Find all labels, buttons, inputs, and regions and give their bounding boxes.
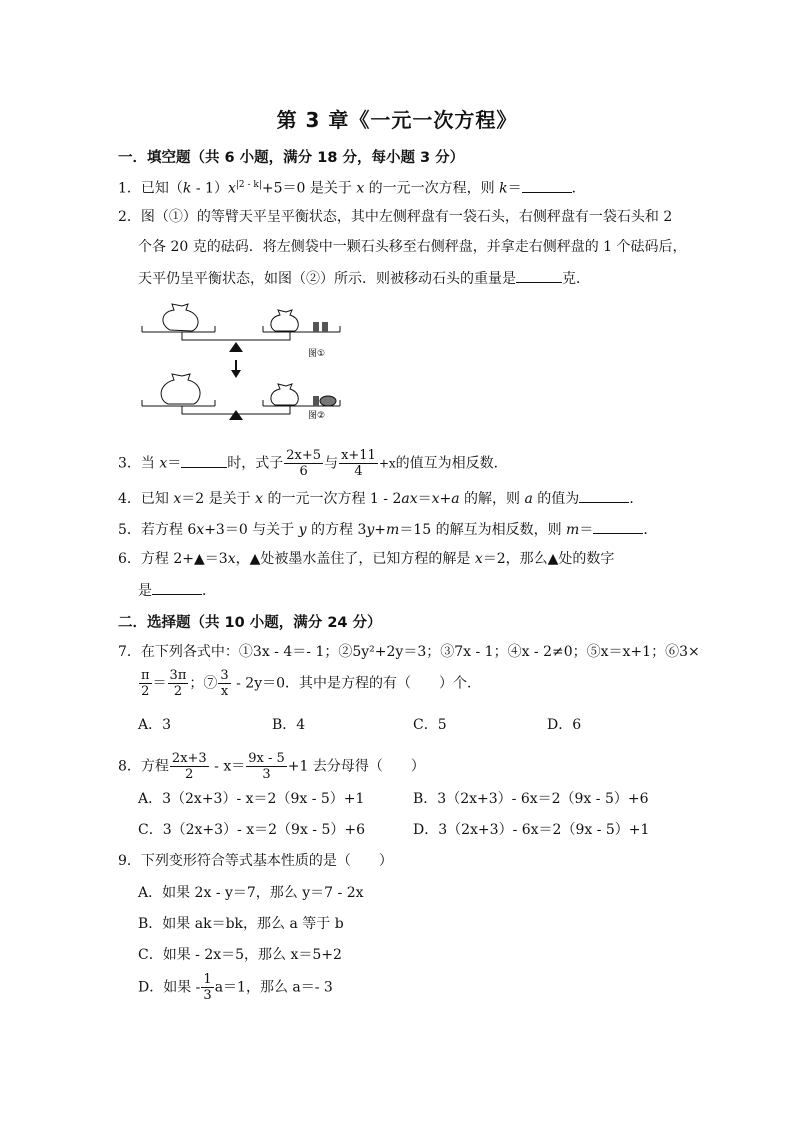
question-6-line-2: 是 ． — [138, 580, 216, 601]
fraction: $\frac{9x - 5}{3}$ — [248, 751, 285, 782]
fraction: $\frac{2x+5}{6}$ — [286, 448, 322, 479]
q7-option-d[interactable]: D．6 — [547, 717, 582, 733]
balance-figure-2 — [142, 374, 340, 420]
answer-blank[interactable] — [516, 268, 562, 283]
arrow-down-icon — [231, 370, 241, 378]
question-7-line-2: $\frac{\pi}{2}$ ＝ $\frac{3\pi}{2}$ ；⑦ $\frac{3}{x}$ - 2y＝0．其中是方程的有（ ）个． — [141, 668, 482, 699]
question-3: 3．当 x＝ 时，式子 $\frac{2x+5}{6}$ 与 $\frac{x+11}{4}$ +x的值互为相反数． — [118, 448, 508, 479]
weight-icon — [322, 322, 328, 332]
fraction: $\frac{2x+3}{2}$ — [171, 751, 207, 782]
question-9: 9．下列变形符合等式基本性质的是（ ） — [118, 853, 393, 869]
stone-bag-icon — [271, 310, 298, 331]
page-title: 第 3 章《一元一次方程》 — [276, 108, 518, 132]
balance-figure-1 — [142, 304, 340, 359]
answer-blank[interactable] — [522, 178, 572, 193]
fraction: $\frac{3\pi}{2}$ — [169, 668, 187, 699]
question-6-line-1: 6．方程 2+▲＝3x，▲处被墨水盖住了，已知方程的解是 x＝2，那么▲处的数字 — [118, 551, 615, 567]
question-8: 8．方程 $\frac{2x+3}{2}$ - x＝ $\frac{9x - 5}{3}$ +1 去分母得（ ） — [118, 751, 425, 782]
answer-blank[interactable] — [181, 453, 227, 468]
question-2-line-2: 个各 20 克的砝码．将左侧袋中一颗石头移至右侧秤盘，并拿走右侧秤盘的 1 个砝码后， — [138, 239, 687, 255]
q8-option-a[interactable]: A．3（2x+3）- x＝2（9x - 5）+1 — [138, 791, 365, 807]
figure-2-label: 图② — [308, 411, 326, 420]
q7-option-c[interactable]: C．5 — [413, 717, 447, 733]
balance-scale-figure — [130, 300, 360, 420]
q9-option-b[interactable]: B．如果 ak＝bk，那么 a 等于 b — [138, 916, 344, 932]
question-4: 4．已知 x＝2 是关于 x 的一元一次方程 1 - 2ax＝x+a 的解，则 a 的值为 ． — [118, 488, 643, 509]
q8-option-d[interactable]: D．3（2x+3）- 6x＝2（9x - 5）+1 — [413, 822, 650, 838]
question-2-line-1: 2．图（①）的等臂天平呈平衡状态，其中左侧秤盘有一袋石头，右侧秤盘有一袋石头和 2 — [118, 209, 673, 225]
q9-option-c[interactable]: C．如果 - 2x＝5，那么 x＝5+2 — [138, 947, 342, 963]
question-1: 1．已知$(k - 1)x^{|2 - k|}+5=0$ 是关于 x 的一元一次方程，则 k＝ ． — [118, 175, 586, 199]
weight-icon — [313, 322, 319, 332]
fraction: $\frac{x+11}{4}$ — [341, 448, 376, 479]
question-2-line-3: 天平仍呈平衡状态，如图（②）所示．则被移动石头的重量是 克． — [138, 268, 590, 289]
fulcrum-icon — [229, 410, 243, 420]
fraction: $\frac{1}{3}$ — [203, 972, 212, 1003]
answer-blank[interactable] — [152, 580, 202, 595]
question-7-line-1: 7．在下列各式中：①3x - 4＝- 1；②5y²+2y＝3；③7x - 1；④x - 2≠0；⑤x＝x+1；⑥3× — [118, 644, 700, 660]
answer-blank[interactable] — [579, 488, 629, 503]
q7-option-a[interactable]: A．3 — [138, 717, 172, 733]
q9-option-d[interactable]: D．如果 - $\frac{1}{3}$ a＝1，那么 a＝- 3 — [138, 972, 333, 1003]
section-1-heading: 一．填空题（共 6 小题，满分 18 分，每小题 3 分） — [118, 150, 465, 166]
q8-option-c[interactable]: C．3（2x+3）- x＝2（9x - 5）+6 — [138, 822, 366, 838]
answer-blank[interactable] — [593, 519, 643, 534]
figure-1-label: 图① — [308, 349, 326, 359]
stone-bag-icon — [163, 304, 198, 331]
weight-icon — [313, 396, 319, 406]
q7-option-b[interactable]: B．4 — [272, 717, 306, 733]
q9-option-a[interactable]: A．如果 2x - y＝7，那么 y＝7 - 2x — [138, 885, 364, 901]
stone-bag-icon — [161, 374, 200, 404]
q8-option-b[interactable]: B．3（2x+3）- 6x＝2（9x - 5）+6 — [413, 791, 649, 807]
fraction: $\frac{\pi}{2}$ — [141, 668, 150, 699]
stone-bag-icon — [271, 384, 298, 405]
fraction: $\frac{3}{x}$ — [220, 668, 229, 699]
question-5: 5．若方程 6x+3＝0 与关于 y 的方程 3y+m＝15 的解互为相反数，则 m＝ ． — [118, 519, 657, 540]
fulcrum-icon — [229, 342, 243, 352]
stone-icon — [320, 396, 336, 406]
section-2-heading: 二．选择题（共 10 小题，满分 24 分） — [118, 615, 382, 631]
